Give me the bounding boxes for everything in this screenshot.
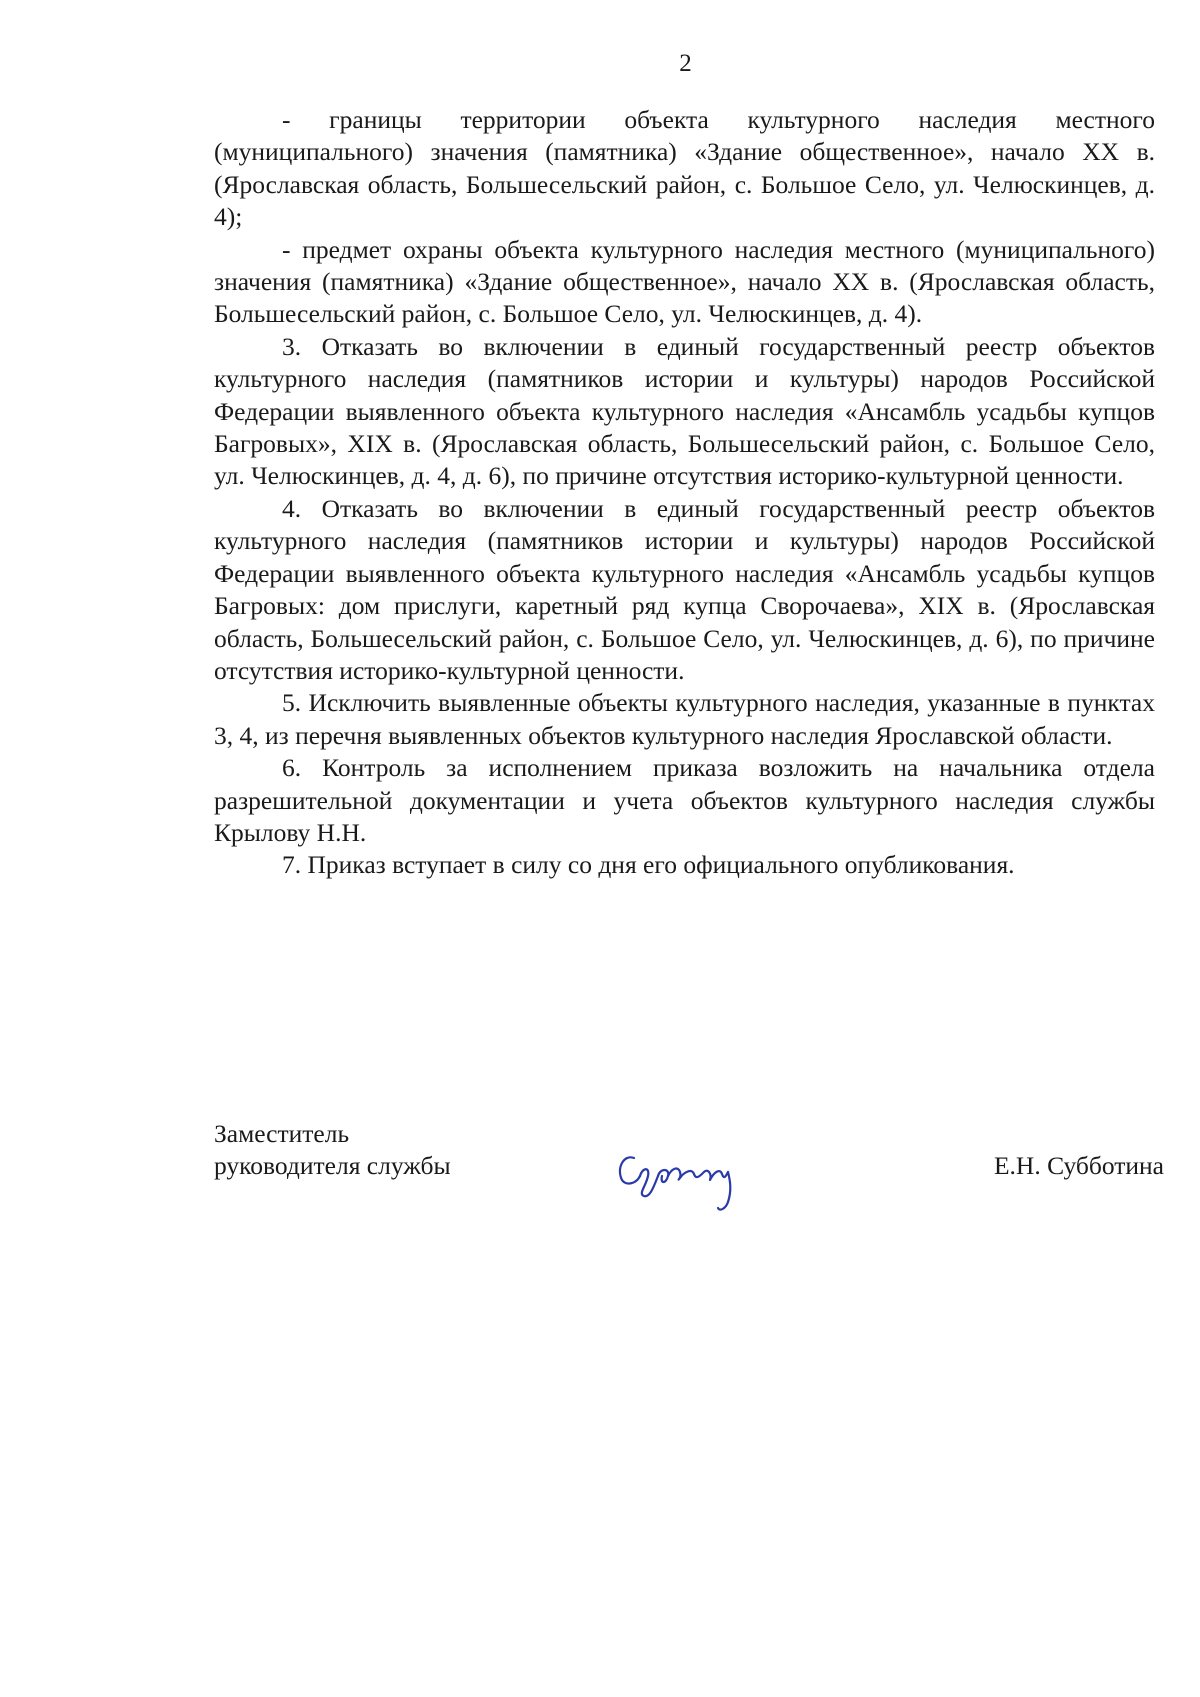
handwritten-signature	[614, 1146, 764, 1216]
signatory-position-line-1: Заместитель	[214, 1119, 350, 1148]
signatory-name: Е.Н. Субботина	[993, 1151, 1164, 1180]
signatory-position	[214, 1118, 534, 1182]
paragraph-item-6: 6. Контроль за исполнением приказа возложить на начальника отдела разрешительной документации и учета объектов культурного наследия службы Крылову Н.Н.	[214, 753, 1155, 847]
page-number: 2	[679, 50, 692, 77]
paragraph-boundaries: - границы территории объекта культурного наследия местного (муниципального) значения (памятника) «Здание общественное», начало XX в. (Ярославская область, Большесельский район, с. Большое Село, ул. Челюскинцев, д. 4);	[214, 105, 1155, 232]
paragraph-item-3: 3. Отказать во включении в единый государственный реестр объектов культурного наследия (памятников истории и культуры) народов Российской Федерации выявленного объекта культурного наследия «Ансамбль усадьбы купцов Багровых», XIX в. (Ярославская область, Большесельский район, с. Большое Село, ул. Челюскинцев, д. 4, д. 6), по причине отсутствия историко-культурной ценности.	[214, 331, 1155, 491]
paragraph-protection-subject: - предмет охраны объекта культурного наследия местного (муниципального) значения (памятника) «Здание общественное», начало XX в. (Ярославская область, Большесельский район, с. Большое Село, ул. Челюскинцев, д. 4).	[214, 234, 1155, 329]
signature-block	[214, 1118, 1164, 1208]
signatory-position-line-2: руководителя службы	[214, 1151, 451, 1180]
paragraph-item-7: 7. Приказ вступает в силу со дня его официального опубликования.	[282, 850, 1015, 880]
paragraph-item-5: 5. Исключить выявленные объекты культурного наследия, указанные в пунктах 3, 4, из перечня выявленных объектов культурного наследия Ярославской области.	[214, 688, 1155, 750]
document-body	[214, 104, 1155, 882]
paragraph-item-4: 4. Отказать во включении в единый государственный реестр объектов культурного наследия (памятников истории и культуры) народов Российской Федерации выявленного объекта культурного наследия «Ансамбль усадьбы купцов Багровых: дом прислуги, каретный ряд купца Сворочаева», XIX в. (Ярославская область, Большесельский район, с. Большое Село, ул. Челюскинцев, д. 6), по причине отсутствия историко-культурной ценности.	[214, 493, 1155, 685]
